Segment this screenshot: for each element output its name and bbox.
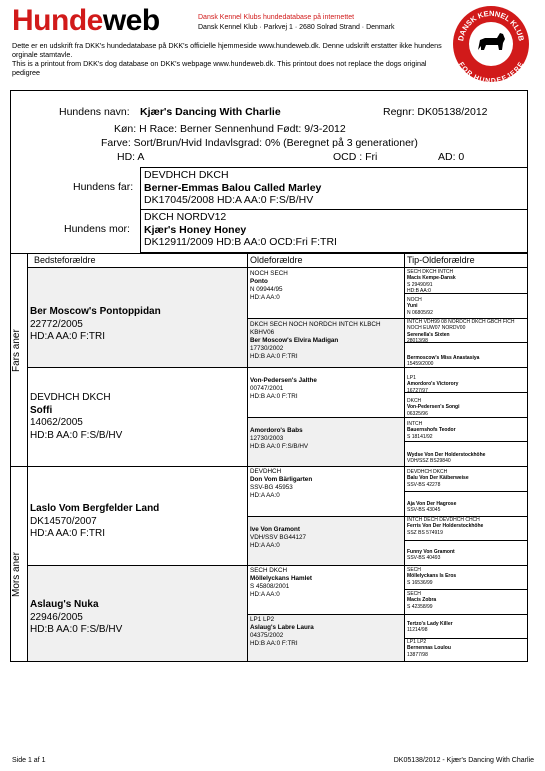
footer-page-number: Side 1 af 1 [12, 757, 46, 764]
grandparent-3[interactable] [30, 503, 159, 541]
great-grandparent-7[interactable] [250, 567, 312, 599]
ggp-name: Ive Von Gramont [250, 526, 300, 533]
great-grandparent-8[interactable] [250, 616, 314, 648]
great-grandparent-2[interactable] [250, 321, 400, 361]
ggp-info: HD:A AA:0 [250, 492, 280, 499]
logo-hunde: Hunde [12, 4, 103, 37]
side-label-mothers: Mors aner [11, 551, 22, 597]
gp-name: Soffi [30, 404, 53, 416]
gg-grandparent-13[interactable] [407, 567, 456, 586]
dog-regnr: Regnr: DK05138/2012 [383, 106, 488, 118]
badge-top-text: DANSK KENNEL KLUB [456, 8, 526, 42]
grandparent-1[interactable] [30, 306, 161, 344]
badge-bottom-text: FOR HUNDEEJERE [456, 61, 526, 84]
great-grandparent-5[interactable] [250, 468, 312, 500]
dog-name-label: Hundens navn: [59, 106, 130, 118]
gp-info: HD:B AA:0 F:S/B/HV [30, 624, 123, 635]
mother-label: Hundens mor: [64, 223, 130, 235]
gggp-titles: INTCH DECH DEVDHCH CHCH [407, 517, 480, 523]
disclaimer [12, 41, 452, 77]
ggp-name: Von-Pedersen's Jalthe [250, 377, 317, 384]
gg-grandparent-1[interactable] [407, 269, 456, 294]
gg-grandparent-3[interactable] [407, 319, 527, 344]
gg-grandparent-8[interactable] [407, 452, 485, 465]
footer-dog-reference: DK05138/2012 - Kjær's Dancing With Charlie [393, 757, 534, 764]
ggp-titles: SECH DKCH [250, 567, 288, 574]
col-header-gg-grandparents: Tip-Oldeforældre [407, 255, 475, 265]
gggp-reg: SSV-BS 43045 [407, 507, 441, 514]
grid-v2 [247, 253, 248, 662]
gg-grandparent-9[interactable] [407, 469, 469, 488]
gg-grandparent-14[interactable] [407, 591, 436, 610]
gggp-name: Bermoscow's Miss Anastasiya [407, 355, 480, 361]
col-header-great-grandparents: Oldeforældre [250, 255, 303, 265]
gg-grandparent-4[interactable] [407, 355, 479, 368]
gggp-reg: 11214/98 [407, 627, 428, 634]
gp-reg: 14062/2005 [30, 417, 83, 428]
ggp-reg: N 09944/95 [250, 286, 283, 293]
gggp-name: Von-Pedersen's Songi [407, 404, 460, 411]
dog-name: Kjær's Dancing With Charlie [140, 106, 281, 118]
disclaimer-en: This is a printout from DKK's dog database on DKK's webpage www.hundeweb.dk. This printout does not replace the dogs original pedigree [12, 59, 427, 77]
gg-grandparent-11[interactable] [407, 517, 483, 536]
disclaimer-da: Dette er en udskrift fra DKK's hundedatabase på DKK's officielle hjemmeside www.hundeweb.dk. Denne udskrift erstatter ikke hundens orginale stamtavle. [12, 41, 442, 59]
great-grandparent-6[interactable] [250, 526, 306, 550]
gp-info: HD:B AA:0 F:S/B/HV [30, 429, 123, 441]
gggp-info: HD:B AA:0 [407, 287, 431, 294]
grid-e3-line [247, 417, 528, 418]
gp-name: Aslaug's Nuka [30, 599, 99, 610]
ggp-info: HD:B AA:0 F:TRI [250, 640, 298, 647]
grid-e7-line [247, 614, 528, 615]
ggp-name: Ponto [250, 278, 268, 285]
ggp-titles: DEVDHCH [250, 468, 282, 475]
gggp-titles: LP1 [407, 375, 416, 381]
gggp-titles: LP1 LP2 [407, 639, 427, 645]
gggp-titles: DKCH [407, 398, 422, 404]
ggp-titles: NOCH SECH [250, 270, 288, 277]
gggp-reg: 28013/98 [407, 337, 428, 344]
ggp-reg: VDH/SSV BG44127 [250, 534, 307, 541]
ggp-name: Ber Moscow's Elvira Madigan [250, 337, 339, 344]
gggp-name: Balu Von Der Käiberweise [407, 475, 469, 482]
grandparent-2[interactable] [30, 392, 122, 442]
gp-name: Ber Moscow's Pontoppidan [30, 306, 161, 317]
mother-name: Kjær's Honey Honey [144, 223, 247, 236]
ggp-titles: DKCH SECH NOCH NORDCH INTCH KLBCH KBHV06 [250, 321, 381, 336]
grandparent-4[interactable] [30, 599, 122, 637]
gggp-name: Yuni [407, 303, 418, 310]
gggp-name: Wydse Von Der Holderstockhöhe [407, 452, 486, 458]
gg-grandparent-10[interactable] [407, 501, 456, 514]
header-address: Dansk Kennel Klub · Parkvej 1 · 2680 Solrød Strand · Denmark [198, 24, 395, 31]
gggp-name: Ferris Von Der Holderstockhöhe [407, 523, 484, 530]
ggp-reg: 17730/2002 [250, 345, 284, 352]
ggp-reg: 12730/2003 [250, 435, 284, 442]
mother-titles: DKCH NORDV12 [144, 211, 227, 223]
ggp-titles: LP1 LP2 [250, 616, 275, 623]
gggp-name: Funny Von Gramont [407, 549, 455, 555]
gggp-reg: N 06805/92 [407, 309, 433, 316]
gp-titles: DEVDHCH DKCH [30, 392, 111, 403]
header-subtitle: Dansk Kennel Klubs hundedatabase på internettet [198, 14, 355, 21]
grid-s9-line [404, 491, 528, 492]
ggp-name: Möllelyckans Hamlet [250, 575, 312, 582]
father-label: Hundens far: [73, 181, 134, 193]
gg-grandparent-16[interactable] [407, 639, 451, 658]
great-grandparent-1[interactable] [250, 270, 288, 302]
grid-mid-line [10, 466, 528, 467]
gggp-titles: SECH [407, 567, 421, 573]
great-grandparent-4[interactable] [250, 427, 308, 451]
gggp-reg: VDH/SSZ BS29840 [407, 458, 451, 465]
ggp-reg: 04375/2002 [250, 632, 284, 639]
ggp-info: HD:A AA:0 [250, 591, 280, 598]
gggp-titles: DEVDHCH DKCH [407, 469, 448, 475]
gggp-reg: 15459/2000 [407, 361, 434, 368]
father-name: Berner-Emmas Balou Called Marley [144, 181, 322, 194]
mother-box[interactable] [140, 209, 528, 253]
gggp-name: Bauernshofs Teodor [407, 427, 456, 434]
gggp-titles: INTCH [407, 421, 423, 427]
grid-v1 [27, 253, 28, 662]
gg-grandparent-5[interactable] [407, 375, 458, 394]
hundeweb-logo[interactable] [12, 4, 160, 38]
grid-v3 [404, 253, 405, 662]
gggp-name: Bernennas Loulou [407, 645, 451, 652]
gp-reg: 22772/2005 [30, 318, 83, 330]
col-header-grandparents: Bedsteforældre [34, 255, 96, 265]
gp-info: HD:A AA:0 F:TRI [30, 331, 106, 342]
gggp-reg: 06325/96 [407, 410, 428, 417]
father-box[interactable] [140, 167, 528, 210]
gggp-name: Amordoro's Victorory [407, 381, 459, 388]
great-grandparent-3[interactable] [250, 377, 317, 401]
grid-top-line [10, 253, 528, 254]
ggp-info: HD:A AA:0 [250, 294, 280, 301]
gp-reg: 22946/2005 [30, 611, 83, 623]
gggp-titles: INTCH VDH99 08 NORDCH DKCH GBCH FICH NOCH EUW07 NORDV00 [407, 319, 515, 332]
gp-info: HD:A AA:0 F:TRI [30, 528, 106, 539]
ggp-info: HD:A AA:0 [250, 542, 280, 549]
dog-sex-race-born: Køn: H Race: Berner Sennenhund Født: 9/3-2012 [114, 123, 346, 135]
mother-info: DK12911/2009 HD:B AA:0 OCD:Fri F:TRI [144, 236, 337, 248]
logo-web: web [102, 4, 160, 37]
ggp-info: HD:B AA:0 F:TRI [250, 393, 298, 400]
gggp-reg: S 18141/92 [407, 433, 433, 440]
father-titles: DEVDHCH DKCH [144, 169, 229, 181]
gggp-name: Aja Von Der Hagrose [407, 501, 457, 507]
gggp-titles: NOCH [407, 297, 422, 303]
gggp-name: Macis Zobra [407, 597, 437, 604]
dkk-badge-logo [451, 4, 531, 84]
ggp-info: HD:B AA:0 F:TRI [250, 353, 298, 360]
father-info: DK17045/2008 HD:A AA:0 F:S/B/HV [144, 194, 314, 206]
gggp-reg: SSV-BS 42278 [407, 481, 441, 488]
ggp-reg: 00747/2001 [250, 385, 284, 392]
ggp-name: Don Vom Bärligarten [250, 476, 313, 483]
gggp-titles: SECH [407, 591, 421, 597]
gggp-reg: SSZ BS 574919 [407, 529, 443, 536]
gggp-reg: S 16536/99 [407, 579, 433, 586]
gggp-reg: 13877/98 [407, 651, 428, 658]
grid-s7-line [404, 441, 528, 442]
ggp-reg: SSV-BG 45953 [250, 484, 293, 491]
gg-grandparent-12[interactable] [407, 549, 455, 562]
grid-s11-line [404, 540, 528, 541]
ggp-name: Aslaug's Labre Laura [250, 624, 314, 631]
ggp-reg: S 45808/2001 [250, 583, 290, 590]
gggp-titles: SECH DKCH INTCH [407, 269, 454, 275]
grid-head-line [27, 267, 528, 268]
gggp-reg: S 42358/99 [407, 603, 433, 610]
gg-grandparent-15[interactable] [407, 621, 453, 634]
gg-grandparent-7[interactable] [407, 421, 456, 440]
gg-grandparent-6[interactable] [407, 398, 460, 417]
ggp-name: Amordoro's Babs [250, 427, 303, 434]
dog-hd: HD: A [117, 151, 145, 163]
gp-name: Laslo Vom Bergfelder Land [30, 503, 160, 514]
dog-ad: AD: 0 [438, 151, 465, 163]
dog-ocd: OCD : Fri [333, 151, 378, 163]
grid-q3-line [27, 565, 528, 566]
side-label-fathers: Fars aner [11, 329, 22, 372]
gggp-name: Macis Kempe-Dansk [407, 275, 456, 282]
gg-grandparent-2[interactable] [407, 297, 433, 316]
gggp-name: Möllelyckans Is Eros [407, 573, 457, 580]
gp-reg: DK14570/2007 [30, 515, 97, 527]
gggp-reg: SSV-BS 40493 [407, 555, 441, 562]
gggp-reg: 16727/97 [407, 387, 428, 394]
grid-s13-line [404, 589, 528, 590]
dog-color-inbreeding: Farve: Sort/Brun/Hvid Indavlsgrad: 0% (Beregnet på 3 generationer) [101, 137, 418, 149]
gggp-name: Tertzo's Lady Killer [407, 621, 453, 627]
gggp-reg: S 29490/91 [407, 281, 433, 288]
grid-e5-line [247, 516, 528, 517]
gggp-name: Serenella's Sixten [407, 331, 450, 338]
ggp-info: HD:B AA:0 F:S/B/HV [250, 443, 309, 450]
